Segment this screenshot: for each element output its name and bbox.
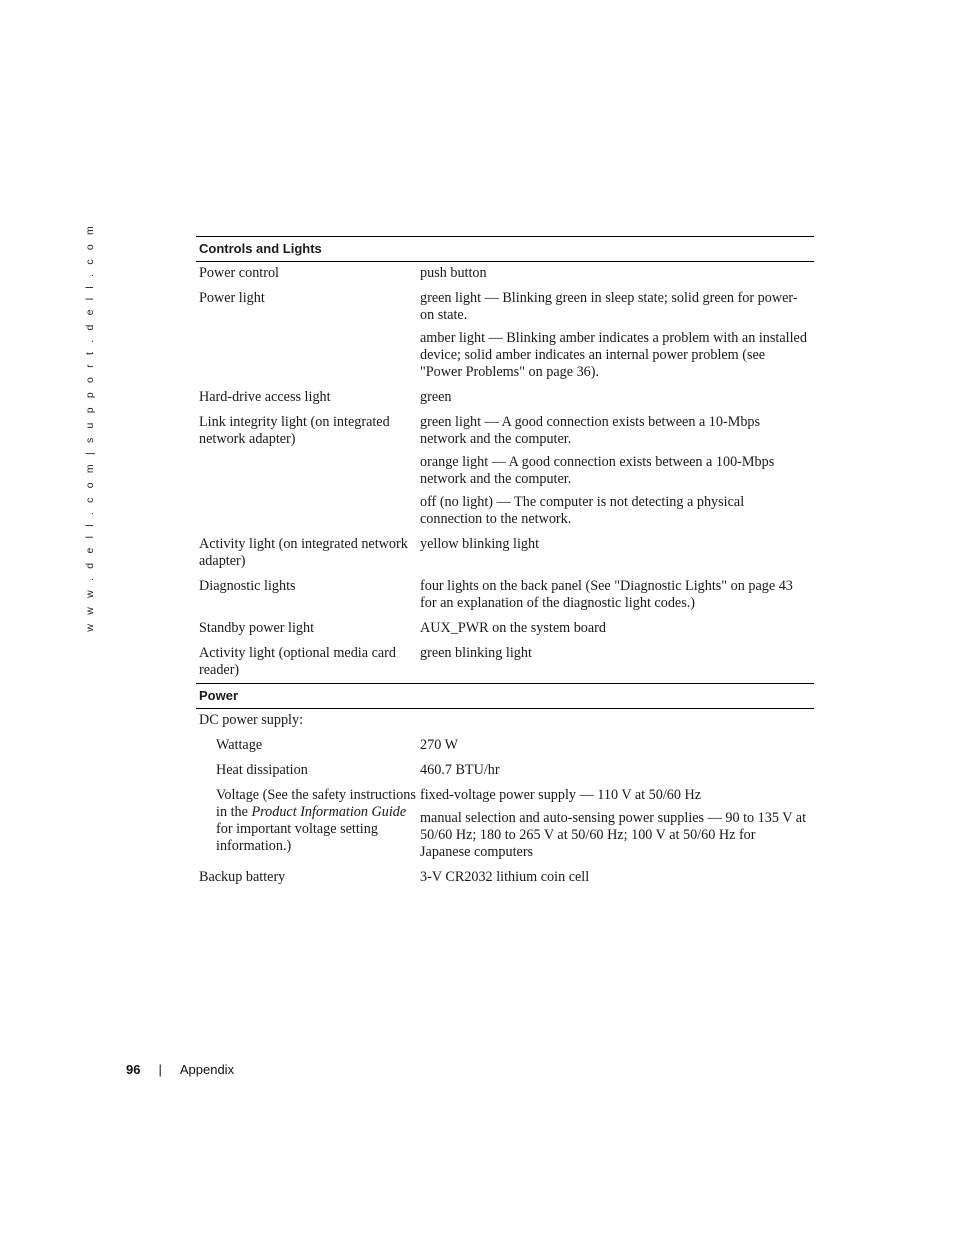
value-paragraph: orange light — A good connection exists between a 100-Mbps network and the computer. xyxy=(420,454,775,487)
table-row xyxy=(196,414,814,528)
row-value xyxy=(420,265,814,282)
value-paragraph: AUX_PWR on the system board xyxy=(420,620,606,636)
row-label: Power light xyxy=(199,290,265,306)
row-label: Standby power light xyxy=(199,620,315,636)
page-number: 96 xyxy=(126,1062,141,1077)
table-row xyxy=(196,737,814,754)
row-label: Link integrity light (on integrated network adapter) xyxy=(199,414,390,447)
row-label: Hard-drive access light xyxy=(199,389,331,405)
row-value xyxy=(420,787,814,861)
table-row xyxy=(196,578,814,612)
value-paragraph: yellow blinking light xyxy=(420,536,540,552)
row-label: Wattage xyxy=(216,737,263,753)
table-row xyxy=(196,869,814,886)
table-row xyxy=(196,389,814,406)
row-label: Diagnostic lights xyxy=(199,578,296,594)
table-row xyxy=(196,536,814,570)
row-value xyxy=(420,712,814,729)
side-url-text: w w w . d e l l . c o m | s u p p o r t . d e l l . c o m xyxy=(84,223,96,632)
voltage-label-guide: Product Information Guide xyxy=(251,804,407,820)
row-label: Power control xyxy=(199,265,279,281)
footer-separator: | xyxy=(158,1062,162,1077)
value-paragraph: off (no light) — The computer is not detecting a physical connection to the network. xyxy=(420,494,745,527)
table-row xyxy=(196,712,814,729)
row-value: 270 W xyxy=(420,737,458,753)
row-value xyxy=(420,645,814,679)
voltage-label-text-end: for important voltage setting information.) xyxy=(216,821,378,854)
row-label: Backup battery xyxy=(199,869,286,885)
spec-table xyxy=(196,236,814,886)
value-paragraph: push button xyxy=(420,265,487,281)
value-paragraph: four lights on the back panel (See "Diagnostic Lights" on page 43 for an explanation of the diagnostic light codes.) xyxy=(420,578,793,611)
row-value: 460.7 BTU/hr xyxy=(420,762,500,778)
controls-rows xyxy=(196,265,814,679)
row-value xyxy=(420,620,814,637)
section-heading-power: Power xyxy=(196,683,814,709)
value-paragraph: green xyxy=(420,389,452,405)
table-row xyxy=(196,762,814,779)
row-value xyxy=(420,414,814,528)
table-row xyxy=(196,265,814,282)
table-row xyxy=(196,645,814,679)
row-value: 3-V CR2032 lithium coin cell xyxy=(420,869,590,885)
row-label xyxy=(196,787,420,861)
row-value xyxy=(420,536,814,570)
value-paragraph: green light — A good connection exists between a 10-Mbps network and the computer. xyxy=(420,414,761,447)
table-row xyxy=(196,620,814,637)
row-value xyxy=(420,389,814,406)
page-footer xyxy=(126,1062,234,1077)
value-paragraph: green light — Blinking green in sleep state; solid green for power-on state. xyxy=(420,290,798,323)
row-label: Heat dissipation xyxy=(216,762,308,778)
footer-section: Appendix xyxy=(179,1062,235,1077)
row-value xyxy=(420,578,814,612)
value-paragraph: fixed-voltage power supply — 110 V at 50/60 Hz xyxy=(420,787,702,803)
row-value xyxy=(420,290,814,381)
row-label: Activity light (on integrated network adapter) xyxy=(199,536,408,569)
section-heading-controls: Controls and Lights xyxy=(196,236,814,262)
voltage-label-text: Voltage (See the safety instructions in the xyxy=(216,787,416,820)
value-paragraph: manual selection and auto-sensing power supplies — 90 to 135 V at 50/60 Hz; 180 to 265 V at 50/60 Hz; 100 V at 50/60 Hz for Japanese computers xyxy=(420,810,807,860)
row-label: DC power supply: xyxy=(199,712,304,728)
table-row xyxy=(196,787,814,861)
value-paragraph: amber light — Blinking amber indicates a problem with an installed device; solid amber indicates an internal power problem (see "Power Problems" on page 36). xyxy=(420,330,807,380)
table-row xyxy=(196,290,814,381)
value-paragraph: green blinking light xyxy=(420,645,532,661)
row-label: Activity light (optional media card reader) xyxy=(199,645,396,678)
